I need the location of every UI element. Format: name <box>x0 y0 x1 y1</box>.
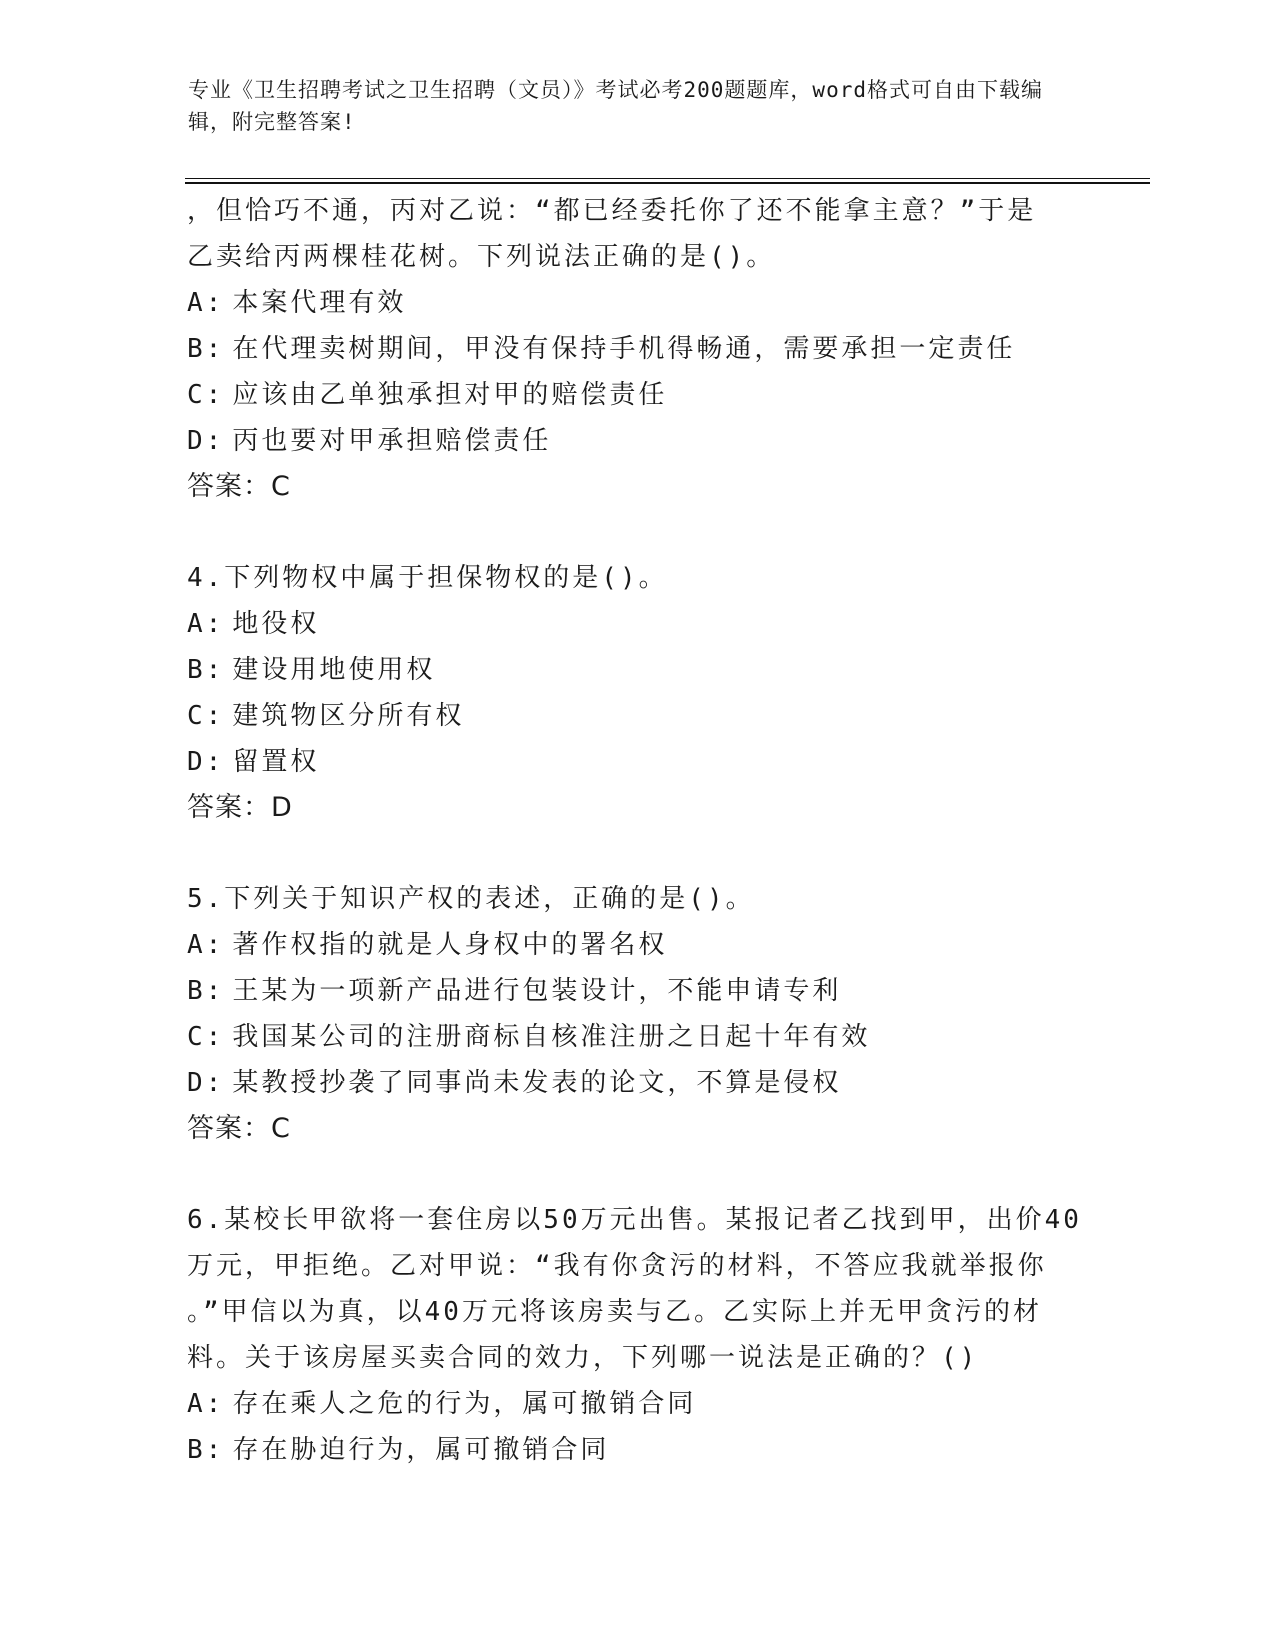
option-text: 著作权指的就是人身权中的署名权 <box>232 930 668 960</box>
option-key: B: <box>187 976 225 1006</box>
option-text: 存在乘人之危的行为，属可撤销合同 <box>232 1389 697 1419</box>
header-divider-thin <box>185 178 1150 179</box>
option-key: B: <box>187 1435 225 1465</box>
option-d <box>187 1060 1087 1106</box>
question-stem-line: 4.下列物权中属于担保物权的是()。 <box>187 563 668 593</box>
document-header <box>188 74 1068 138</box>
header-divider-thick <box>185 182 1150 184</box>
option-text: 存在胁迫行为，属可撤销合同 <box>232 1435 610 1465</box>
option-text: 王某为一项新产品进行包装设计，不能申请专利 <box>232 976 842 1006</box>
option-a <box>187 1381 1087 1427</box>
option-key: A: <box>187 1389 225 1419</box>
answer-line: 答案：C <box>187 471 291 502</box>
option-b <box>187 968 1087 1014</box>
option-text: 某教授抄袭了同事尚未发表的论文，不算是侵权 <box>232 1068 842 1098</box>
option-text: 地役权 <box>232 609 320 639</box>
option-key: A: <box>187 288 225 318</box>
option-key: A: <box>187 930 225 960</box>
option-text: 在代理卖树期间，甲没有保持手机得畅通，需要承担一定责任 <box>232 334 1016 364</box>
option-a <box>187 922 1087 968</box>
question-gap <box>187 831 1087 876</box>
option-key: D: <box>187 426 225 456</box>
option-text: 我国某公司的注册商标自核准注册之日起十年有效 <box>232 1022 871 1052</box>
question-stem-line: 5.下列关于知识产权的表述，正确的是()。 <box>187 884 755 914</box>
question-stem-line: ，但恰巧不通，丙对乙说：“都已经委托你了还不能拿主意？”于是 <box>187 196 1037 226</box>
option-key: A: <box>187 609 225 639</box>
question-5 <box>187 876 1087 1152</box>
option-b <box>187 326 1087 372</box>
answer-line: 答案：D <box>187 792 293 823</box>
question-stem-line: 。”甲信以为真，以40万元将该房卖与乙。乙实际上并无甲贪污的材 <box>187 1297 1042 1327</box>
header-text: 专业《卫生招聘考试之卫生招聘（文员）》考试必考200题题库，word格式可自由下载编辑，附完整答案! <box>188 78 1043 134</box>
question-3 <box>187 188 1087 510</box>
option-c <box>187 693 1087 739</box>
question-stem-line: 乙卖给丙两棵桂花树。下列说法正确的是()。 <box>187 242 776 272</box>
question-4 <box>187 555 1087 831</box>
question-6 <box>187 1197 1087 1473</box>
option-d <box>187 739 1087 785</box>
option-key: C: <box>187 380 225 410</box>
option-text: 本案代理有效 <box>232 288 407 318</box>
question-stem-line: 6.某校长甲欲将一套住房以50万元出售。某报记者乙找到甲，出价40 <box>187 1205 1082 1235</box>
option-a <box>187 280 1087 326</box>
option-key: B: <box>187 655 225 685</box>
option-key: D: <box>187 747 225 777</box>
question-gap <box>187 510 1087 555</box>
option-d <box>187 418 1087 464</box>
option-text: 丙也要对甲承担赔偿责任 <box>232 426 552 456</box>
option-key: C: <box>187 1022 225 1052</box>
option-c <box>187 372 1087 418</box>
option-key: B: <box>187 334 225 364</box>
option-c <box>187 1014 1087 1060</box>
option-text: 建筑物区分所有权 <box>232 701 465 731</box>
option-key: C: <box>187 701 225 731</box>
option-text: 应该由乙单独承担对甲的赔偿责任 <box>232 380 668 410</box>
option-text: 建设用地使用权 <box>232 655 436 685</box>
question-list <box>187 188 1087 1473</box>
option-key: D: <box>187 1068 225 1098</box>
option-b <box>187 647 1087 693</box>
question-gap <box>187 1152 1087 1197</box>
question-stem-line: 料。关于该房屋买卖合同的效力，下列哪一说法是正确的？() <box>187 1343 979 1373</box>
option-a <box>187 601 1087 647</box>
question-stem-line: 万元，甲拒绝。乙对甲说：“我有你贪污的材料，不答应我就举报你 <box>187 1251 1047 1281</box>
option-b <box>187 1427 1087 1473</box>
answer-line: 答案：C <box>187 1113 291 1144</box>
option-text: 留置权 <box>232 747 320 777</box>
